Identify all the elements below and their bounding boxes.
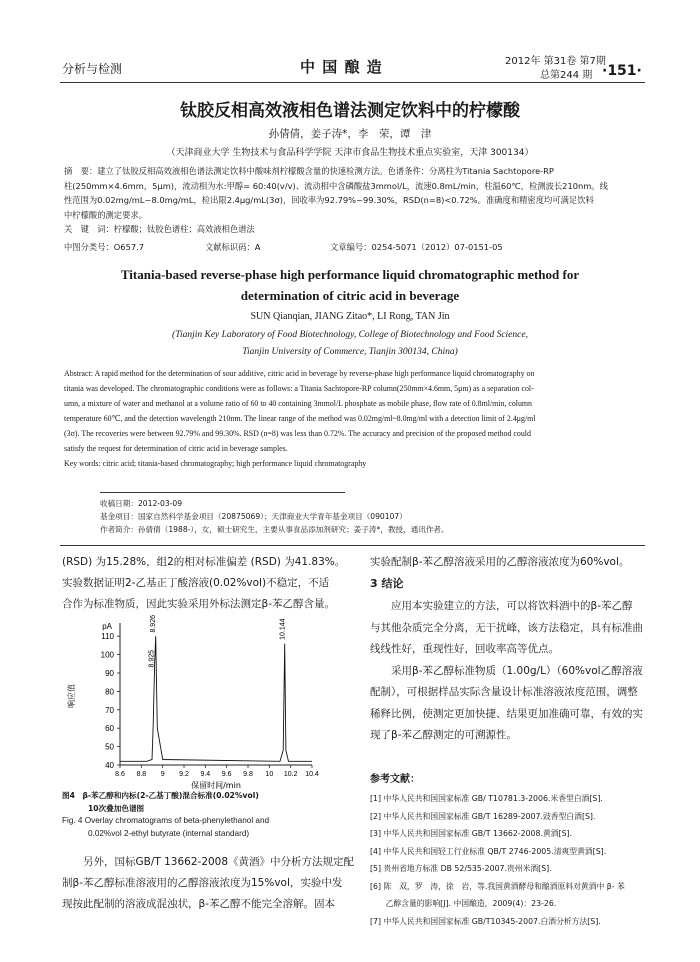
caption-cn-1: 图4 β-苯乙醇和内标(2-乙基丁酸)混合标准(0.02%vol) — [62, 791, 259, 800]
body-line: 采用β-苯乙醇标准物质（1.00g/L）（60%vol乙醇溶液 — [370, 664, 643, 677]
document-code: 文献标识码：A — [205, 242, 261, 252]
body-line: 线线性好，重现性好，回收率高等优点。 — [370, 643, 559, 655]
footnote-rule — [100, 492, 345, 493]
header-rule — [60, 82, 645, 83]
received-date: 收稿日期：2012-03-09 — [100, 499, 183, 508]
issue-line-1: 2012年 第31卷 第7期 — [505, 56, 606, 67]
caption-cn-2: 10次叠加色谱图 — [88, 803, 145, 813]
x-tick-label: 8.6 — [115, 771, 125, 778]
section-label: 分析与检测 — [62, 62, 123, 76]
affiliation-en-1: (Tianjin Key Laboratory of Food Biotechnology, College of Biotechnology and Food Science, — [172, 330, 528, 340]
y-tick-label: 40 — [105, 761, 114, 770]
reference-item: [1] 中华人民共和国国家标准 GB/ T10781.3-2006.米香型白酒[S]. — [370, 794, 603, 803]
reference-item: [4] 中华人民共和国轻工行业标准 QB/T 2746-2005.清爽型黄酒[S]. — [370, 846, 607, 856]
abstract-en-line: temperature 60℃, and the detection wavelength 210nm. The linear range of the method was 0.02mg/ml~8.0mg/ml with a detection limit of 2.4μg/ml — [64, 414, 536, 423]
abstract-en-line: umn, a mixture of water and methanol at a volume ratio of 60 to 40 containing 3mmol/L phosphate as mobile phase, flow rate of 0.8ml/min, column — [64, 399, 532, 408]
body-line: 制β-苯乙醇标准溶液用的乙醇溶液浓度为15%vol，实验中发 — [62, 877, 343, 889]
issue-line-2: 总第244 期 — [540, 70, 593, 81]
affiliation-cn: （天津商业大学 生物技术与食品科学学院 天津市食品生物技术重点实验室，天津 300134） — [166, 148, 534, 158]
y-tick-label: 80 — [105, 687, 114, 697]
reference-item: [7] 中华人民共和国国家标准 GB/T10345-2007.白酒分析方法[S]. — [370, 916, 601, 926]
y-tick-label: 90 — [105, 669, 114, 678]
abstract-en — [64, 366, 649, 471]
article-number: 文章编号：0254-5071（2012）07-0151-05 — [330, 242, 503, 252]
x-tick-label: 9.8 — [243, 771, 253, 778]
x-tick-label: 10 — [265, 771, 274, 778]
x-tick-label: 10.4 — [305, 771, 319, 778]
peak-label: 8.926 — [149, 615, 157, 633]
figure-caption — [62, 790, 362, 840]
body-line: 配制），可根据样品实际含量设计标准溶液浓度范围，调整 — [370, 686, 638, 698]
y-tick-label: 50 — [105, 742, 114, 752]
abstract-cn — [64, 164, 644, 237]
body-line: 合作为标准物质，因此实验采用外标法测定β-苯乙醇含量。 — [62, 598, 335, 610]
keywords-cn: 关 键 词：柠檬酸；钛胶色谱柱；高效液相色谱法 — [64, 224, 255, 234]
x-tick-label: 9 — [160, 771, 165, 778]
authors-en: SUN Qianqian, JIANG Zitao*, LI Rong, TAN Jin — [250, 311, 450, 322]
conclusion-heading: 3 结论 — [370, 577, 404, 590]
funding: 基金项目：国家自然科学基金项目（20875069）；天津商业大学青年基金项目（090107） — [100, 512, 407, 521]
affiliation-en-2: Tianjin University of Commerce, Tianjin 300134, China) — [242, 347, 458, 357]
body-line: 应用本实验建立的方法，可以将饮料酒中的β-苯乙醇 — [370, 600, 633, 612]
title-en-line-2: determination of citric acid in beverage — [240, 288, 460, 303]
body-line: 现按此配制的溶液成混浊状，β-苯乙醇不能完全溶解。固本 — [62, 898, 335, 910]
page-title: 钛胶反相高效液相色谱法测定饮料中的柠檬酸 — [180, 101, 520, 121]
y-tick-label: 110 — [101, 632, 114, 642]
author-bio: 作者简介：孙倩倩（1988-），女，硕士研究生，主要从事食品添加剂研究；姜子涛*，教授，通讯作者。 — [100, 525, 449, 534]
left-column-bottom — [62, 852, 354, 915]
abstract-en-line: titania was developed. The chromatographic conditions were as follows: a Titania Sachtopore-RP column(250mm×4.6mm, 5μm) as a separation col- — [64, 384, 534, 393]
page-number: ·151· — [602, 63, 642, 79]
conclusion-body — [370, 596, 643, 747]
abstract-cn-line: 性范围为0.02mg/mL~8.0mg/mL，检出限2.4μg/mL(3σ)，回收率为92.79%~99.30%，RSD(n=8)<0.72%。准确度和精密度均可满足饮料 — [64, 195, 594, 205]
caption-en-2: 0.02%vol 2-ethyl butyrate (internal standard) — [88, 828, 250, 838]
x-tick-label: 10.2 — [283, 771, 298, 778]
x-tick-label: 8.8 — [136, 771, 147, 778]
section-rule — [60, 545, 645, 546]
peak-label: 8.925 — [148, 649, 156, 668]
y-tick-label: 60 — [105, 724, 114, 734]
body-line: 与其他杂质完全分离，无干扰峰，该方法稳定，具有标准曲 — [370, 621, 643, 634]
body-line: 稀释比例，使测定更加快捷、结果更加准确可靠，有效的实 — [370, 707, 643, 720]
y-tick-label: 100 — [100, 650, 114, 660]
x-tick-label: 9.6 — [221, 771, 232, 778]
abstract-cn-line: 柱(250mm×4.6mm，5μm)，流动相为水:甲醇= 60:40(v/v)、流动相中含磷酸盐3mmol/L，流速0.8mL/min，柱温60℃，检测波长210nm。线 — [64, 180, 608, 191]
body-line: 现了β-苯乙醇测定的可溯源性。 — [370, 729, 517, 741]
peak-label: 10.144 — [279, 618, 287, 640]
y-tick-label: 70 — [105, 705, 114, 715]
authors-cn: 孙倩倩，姜子涛*，李 荣，谭 津 — [268, 128, 432, 140]
journal-name: 中 国 酿 造 — [300, 58, 383, 76]
abstract-cn-line: 摘 要：建立了钛胶反相高效液相色谱法测定饮料中酸味剂柠檬酸含量的快速检测方法。色谱条件：分离柱为Titania Sachtopore-RP — [64, 166, 554, 176]
x-axis-label: 保留时间/min — [191, 781, 241, 790]
abstract-en-line: satisfy the request for determination of citric acid in beverage samples. — [64, 444, 288, 453]
footnote — [100, 497, 449, 536]
abstract-en-line: Abstract: A rapid method for the determination of sour additive, citric acid in beverage by reverse-phase high performance liquid chromatography on — [64, 369, 535, 378]
abstract-cn-line: 中柠檬酸的测定要求。 — [64, 209, 147, 220]
caption-en-1: Fig. 4 Overlay chromatograms of beta-phenylethanol and — [62, 816, 270, 825]
x-tick-label: 9.4 — [200, 771, 211, 778]
body-line: (RSD) 为15.28%，组2的相对标准偏差 (RSD) 为41.83%。 — [62, 556, 346, 568]
reference-item: [2] 中华人民共和国国家标准 GB/T 16289-2007.豉香型白酒[S]. — [370, 811, 596, 821]
references-list — [370, 790, 625, 930]
references-heading: 参考文献： — [370, 774, 420, 785]
title-en-line-1: Titania-based reverse-phase high performance liquid chromatographic method for — [120, 267, 580, 282]
reference-item: [5] 贵州省地方标准 DB 52/535-2007.贵州米酒[S]. — [370, 864, 552, 873]
reference-item: [3] 中华人民共和国国家标准 GB/T 13662-2008.黄酒[S]. — [370, 829, 573, 838]
left-column-top — [62, 552, 345, 615]
right-column-top: 实验配制β-苯乙醇溶液采用的乙醇溶液浓度为60%vol。 — [370, 556, 630, 568]
abstract-en-line: (3σ). The recoveries were between 92.79% and 99.30%. RSD (n=8) was less than 0.72%. The accuracy and precision of the proposed method could — [64, 429, 531, 438]
class-number: 中图分类号：O657.7 — [64, 242, 145, 252]
y-unit-label: pA — [102, 622, 112, 631]
keywords-en: Key words: citric acid; titania-based chromatography; high performance liquid chromatography — [64, 459, 367, 468]
y-axis-label: 响应值 — [67, 684, 76, 708]
x-tick-label: 9.2 — [179, 771, 189, 778]
chromatogram-chart — [62, 615, 352, 790]
body-line: 实验数据证明2-乙基正丁酸溶液(0.02%vol)不稳定，不适 — [62, 577, 330, 589]
reference-item: [6] 陈 双，罗 涛，徐 岩，等.我国黄酒酵母和酿酒原料对黄酒中 β- 苯 — [370, 881, 625, 891]
reference-item: 乙醇含量的影响[J]. 中国酿造，2009(4)：23-26. — [370, 899, 557, 908]
body-line: 另外，国标GB/T 13662-2008《黄酒》中分析方法规定配 — [62, 856, 355, 868]
